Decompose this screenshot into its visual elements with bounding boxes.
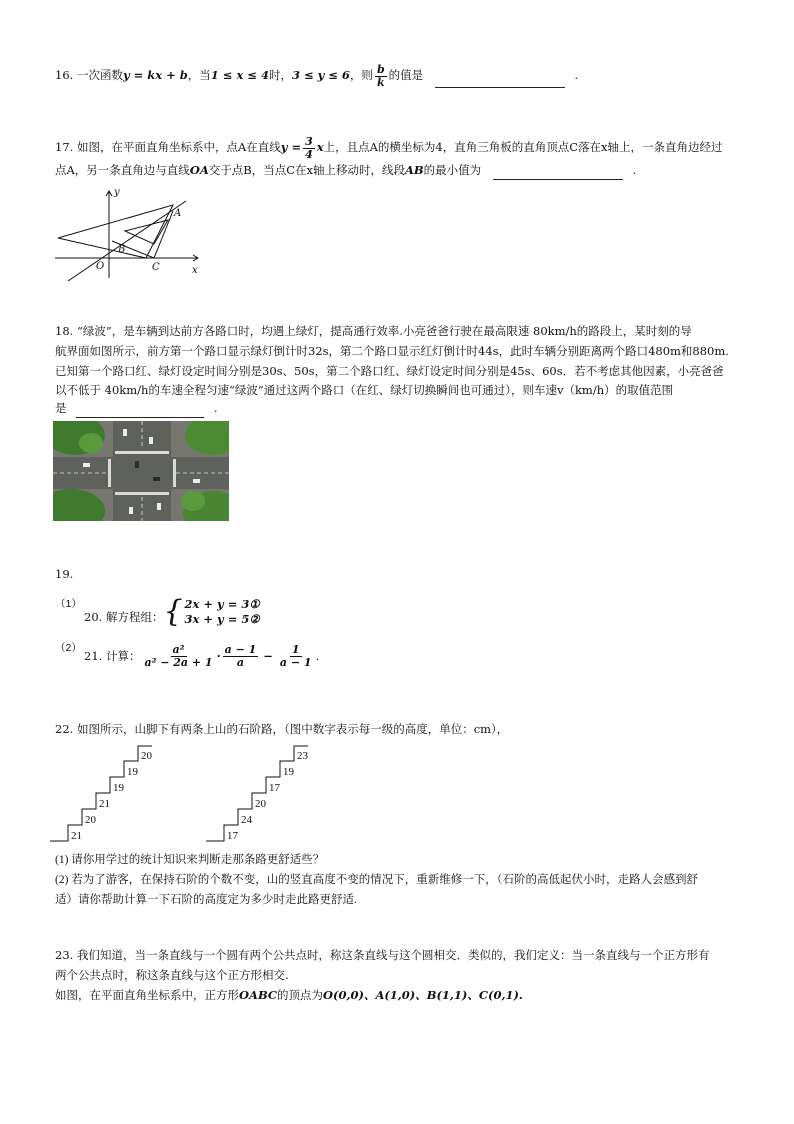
fraction-1 [142, 644, 214, 668]
sub-question-1: (1) 请你用学过的统计知识来判断走那条路更舒适些？ [55, 854, 325, 866]
question-number: 17. [55, 140, 74, 155]
math-variable: AB [405, 163, 424, 177]
answer-blank[interactable] [435, 75, 565, 88]
question-19-number: 19. [55, 567, 74, 581]
question-17-line-2 [55, 161, 636, 180]
sub-question-2-line-2: 适）请你帮助计算一下石阶的高度定为多少时走此路更舒适. [55, 894, 357, 906]
fraction-denominator: a − 1 [279, 655, 312, 669]
question-text: 的顶点为 [277, 988, 324, 1002]
fraction [375, 64, 387, 88]
question-text: 如图所示，山脚下有两条上山的石阶路，（图中数字表示每一级的高度，单位：cm）， [76, 722, 509, 736]
question-23-line-2 [55, 966, 289, 985]
question-18-line-4 [55, 381, 673, 400]
fraction-denominator: a² − 2a + 1 [144, 655, 213, 669]
math-formula: y = kx + b [122, 68, 188, 83]
fraction-2 [223, 644, 259, 668]
math-formula: y = [280, 140, 302, 155]
question-number: 16. [55, 68, 74, 83]
question-text: 如图，在平面直角坐标系中，正方形 [55, 988, 239, 1002]
brace-icon: { [163, 594, 183, 629]
q17-figure [50, 183, 205, 281]
equation-system [163, 594, 260, 629]
math-condition: 3 ≤ y ≤ 6 [291, 68, 350, 83]
fraction-numerator: 1 [291, 643, 300, 656]
math-variable: OA [189, 163, 209, 177]
question-18-line-2 [55, 342, 729, 361]
question-text: ，当 [187, 68, 211, 83]
math-coordinates: O(0,0)、A(1,0)、B(1,1)、C(0,1). [323, 988, 523, 1002]
stair-step-label: 23 [297, 750, 308, 762]
question-text: 20. 解方程组： [84, 610, 164, 624]
stair-step-label: 20 [255, 798, 266, 810]
label-y: y [114, 187, 120, 198]
question-text: 的最小值为 [423, 163, 482, 177]
equation-2: 3x + y = 5② [184, 612, 260, 626]
stair-step-label: 20 [141, 750, 152, 762]
fraction-denominator: k [376, 75, 385, 89]
question-text: 上，且点A的横坐标为4，直角三角板的直角顶点C落在x轴上，一条直角边经过 [323, 140, 723, 155]
fraction-denominator: a [236, 655, 245, 669]
question-text: 时， [268, 68, 292, 83]
question-text: 一次函数 [76, 68, 123, 83]
stair-step-label: 21 [71, 830, 82, 842]
question-text: 航界面如图所示，前方第一个路口显示绿灯倒计时32s，第二个路口显示红灯倒计时44s，此时车辆分别距离两个路口480m和880m. [55, 344, 729, 358]
label-c: C [152, 262, 160, 273]
fraction-3 [278, 644, 314, 668]
question-22-subquestions [55, 850, 698, 910]
question-text: ，则 [349, 68, 373, 83]
stair-step-label: 19 [283, 766, 294, 778]
question-18-line-5 [55, 399, 217, 418]
intersection-illustration [53, 421, 229, 521]
question-16 [55, 64, 578, 88]
line-oa [68, 201, 186, 281]
fraction-numerator: a − 1 [224, 643, 257, 656]
intersection-aerial-photo [53, 421, 229, 521]
stair-step-label: 20 [85, 814, 96, 826]
question-text: 是 [55, 401, 67, 415]
period: . [632, 163, 637, 177]
fraction-denominator: 4 [305, 147, 313, 161]
question-text: 我们知道，当一条直线与一个圆有两个公共点时，称这条直线与这个圆相交．类似的，我们定义：当一条直线与一个正方形有 [76, 948, 710, 962]
minus-operator: − [263, 649, 273, 664]
question-text: 21. 计算： [84, 649, 141, 664]
question-text: 如图，在平面直角坐标系中，点A在直线 [76, 140, 281, 155]
dot-operator: · [216, 649, 221, 664]
period: . [315, 649, 320, 664]
math-variable: x [316, 140, 324, 155]
question-18-line-3 [55, 362, 724, 381]
fraction [303, 136, 315, 160]
answer-blank[interactable] [76, 405, 204, 418]
equation-1: 2x + y = 3① [184, 597, 260, 611]
question-22-intro [55, 720, 508, 739]
segment-ca [154, 211, 173, 258]
question-23-line-3 [55, 986, 523, 1005]
stair-paths-figure [48, 743, 398, 843]
math-condition: 1 ≤ x ≤ 4 [210, 68, 269, 83]
stair-path-1 [50, 746, 152, 841]
question-number: 18. [55, 324, 74, 338]
stair-step-label: 19 [113, 782, 124, 794]
question-text: “绿波”，是车辆到达前方各路口时，均遇上绿灯，提高通行效率.小亮爸爸行驶在最高限速 80km/h的路段上，某时刻的导 [76, 324, 692, 338]
stair-step-label: 21 [99, 798, 110, 810]
question-number: 22. [55, 722, 74, 736]
stair-step-label: 24 [241, 814, 252, 826]
question-text: 的值是 [388, 68, 424, 83]
stair-path-2 [206, 746, 308, 841]
question-18-line-1 [55, 322, 692, 341]
question-text: 交于点B，当点C在x轴上移动时，线段 [208, 163, 405, 177]
stair-step-label: 19 [127, 766, 138, 778]
math-variable: OABC [239, 988, 278, 1002]
question-21 [84, 644, 319, 668]
answer-blank[interactable] [493, 167, 623, 180]
triangle-board [58, 205, 173, 258]
part-2-label: （2） [55, 642, 82, 654]
question-text: 已知第一个路口红、绿灯设定时间分别是30s、50s，第二个路口红、绿灯设定时间分别是45s、60s．若不考虑其他因素，小亮爸爸 [55, 364, 724, 378]
fraction-numerator: a² [172, 643, 185, 656]
question-text: 以不低于 40km/h的车速全程匀速“绿波”通过这两个路口（在红、绿灯切换瞬间也可通过），则车速v（km/h）的取值范围 [55, 383, 674, 397]
stair-step-label: 17 [269, 782, 280, 794]
label-b: B [118, 244, 126, 255]
question-number: 23. [55, 948, 74, 962]
label-a: A [174, 208, 182, 219]
period: . [574, 68, 579, 83]
sub-question-2-line-1: (2) 若为了游客，在保持石阶的个数不变，山的竖直高度不变的情况下，重新维修一下，（石阶的高低起伏小时，走路人会感到舒 [55, 874, 699, 886]
question-23-line-1 [55, 946, 709, 965]
question-text: 两个公共点时，称这条直线与这个正方形相交. [55, 968, 289, 982]
period: . [213, 401, 218, 415]
label-x: x [192, 265, 198, 276]
question-17-line-1 [55, 136, 723, 160]
question-20 [84, 594, 260, 629]
fraction-numerator: 3 [305, 135, 313, 148]
label-o: O [96, 261, 105, 272]
stair-step-label: 17 [227, 830, 238, 842]
question-text: 点A，另一条直角边与直线 [55, 163, 190, 177]
part-1-label: （1） [55, 598, 82, 610]
fraction-numerator: b [376, 63, 385, 76]
